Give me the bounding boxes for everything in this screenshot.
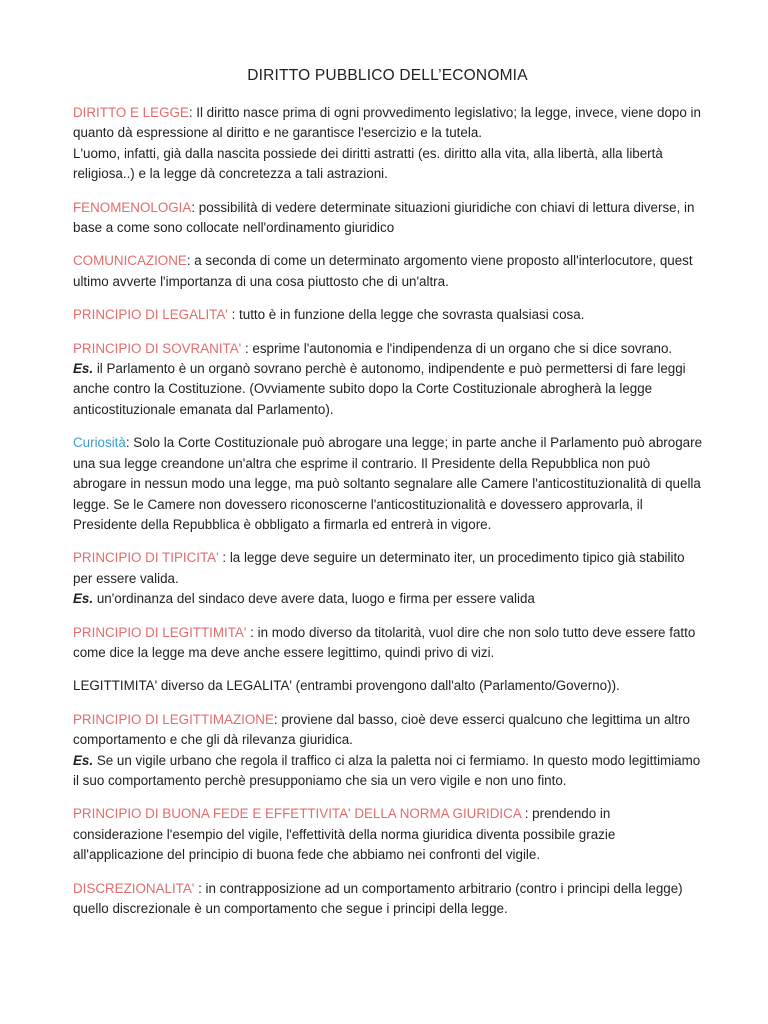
section-principio-legalita	[73, 305, 702, 325]
section-text: : tutto è in funzione della legge che sovrasta qualsiasi cosa.	[227, 307, 585, 323]
section-text: LEGITTIMITA' diverso da LEGALITA' (entrambi provengono dall'alto (Parlamento/Governo)).	[73, 678, 620, 694]
example-label: Es.	[73, 752, 94, 768]
section-example	[73, 751, 702, 792]
section-heading: PRINCIPIO DI LEGITTIMAZIONE	[73, 711, 274, 727]
section-paragraph	[73, 804, 702, 865]
section-text: : prendendo in considerazione l'esempio del vigile, l'effettività della norma giuridica diventa possibile grazie all'applicazione del principio di buona fede che abbiamo nei confronti del vigile.	[73, 806, 616, 863]
section-text: : Solo la Corte Costituzionale può abrogare una legge; in parte anche il Parlamento può abrogare una sua legge creandone un'altra che esprime il contrario. Il Presidente della Repubblica non può abrogare in nessun modo una legge, ma può soltanto segnalare alle Camere l'anticostituzionalità di quella legge. Se le Camere non dovessero riconoscerne l'anticostituzionalità e dovessero approvarla, il Presidente della Repubblica è obbligato a firmarla ed entrerà in vigore.	[73, 435, 703, 532]
section-text: : in modo diverso da titolarità, vuol dire che non solo tutto deve essere fatto come dice la legge ma deve anche essere legittimo, quindi privo di vizi.	[73, 624, 696, 660]
section-fenomenologia	[73, 198, 702, 239]
section-principio-legittimita	[73, 623, 702, 664]
section-paragraph	[73, 548, 702, 589]
section-paragraph	[73, 676, 702, 696]
section-paragraph	[73, 433, 702, 535]
section-extra-text: L'uomo, infatti, già dalla nascita possiede dei diritti astratti (es. diritto alla vita, alla libertà, alla libertà religiosa..) e la legge dà concretezza a tali astrazioni.	[73, 145, 663, 182]
section-heading: COMUNICAZIONE	[73, 253, 187, 269]
section-heading: PRINCIPIO DI LEGITTIMITA'	[73, 624, 247, 640]
section-paragraph	[73, 103, 702, 144]
section-paragraph	[73, 305, 702, 325]
section-heading: PRINCIPIO DI SOVRANITA'	[73, 340, 242, 356]
section-text: : proviene dal basso, cioè deve esserci qualcuno che legittima un altro comportamento e che gli dà rilevanza giuridica.	[73, 711, 690, 748]
section-text: : esprime l'autonomia e l'indipendenza di un organo che si dice sovrano.	[241, 340, 673, 356]
section-curiosita	[73, 433, 702, 535]
section-paragraph	[73, 879, 702, 920]
section-heading: DISCREZIONALITA'	[73, 880, 195, 896]
section-text: : Il diritto nasce prima di ogni provvedimento legislativo; la legge, invece, viene dopo in quanto dà espressione al diritto e ne garantisce l'esercizio e la tutela.	[73, 105, 701, 141]
section-legittimita-vs-legalita	[73, 676, 702, 696]
section-heading: PRINCIPIO DI BUONA FEDE E EFFETTIVITA' DELLA NORMA GIURIDICA	[73, 806, 521, 822]
section-example	[73, 359, 702, 420]
section-principio-tipicita	[73, 548, 702, 609]
section-discrezionalita	[73, 879, 702, 920]
example-label: Es.	[73, 591, 94, 607]
section-heading: FENOMENOLOGIA	[73, 199, 192, 215]
section-paragraph	[73, 623, 702, 664]
section-buona-fede-effettivita	[73, 804, 702, 865]
section-heading: Curiosità	[73, 435, 126, 451]
section-heading: DIRITTO E LEGGE	[73, 105, 189, 120]
section-text: : possibilità di vedere determinate situazioni giuridiche con chiavi di lettura diverse, in base a come sono collocate nell'ordinamento giuridico	[73, 199, 695, 236]
section-example	[73, 589, 702, 609]
section-paragraph	[73, 339, 702, 359]
section-principio-legittimazione	[73, 710, 702, 792]
section-diritto-e-legge	[73, 103, 702, 185]
section-heading: PRINCIPIO DI TIPICITA'	[73, 550, 219, 566]
section-paragraph	[73, 198, 702, 239]
example-text: il Parlamento è un organò sovrano perchè è autonomo, indipendente e può permettersi di fare leggi anche contro la Costituzione. (Ovviamente subito dopo la Corte Costituzionale abrogherà la legge anticostituzionale emanata dal Parlamento).	[73, 361, 686, 417]
example-text: un'ordinanza del sindaco deve avere data, luogo e firma per essere valida	[93, 591, 535, 607]
section-paragraph	[73, 251, 702, 292]
section-heading: PRINCIPIO DI LEGALITA'	[73, 307, 228, 323]
section-text: : a seconda di come un determinato argomento viene proposto all'interlocutore, quest ultimo avverte l'importanza di una cosa piuttosto che di un'altra.	[73, 253, 693, 289]
section-principio-sovranita	[73, 339, 702, 421]
example-text: Se un vigile urbano che regola il traffico ci alza la paletta noi ci fermiamo. In questo modo legittimiamo il suo comportamento perchè presupponiamo che sia un vero vigile e non uno finto.	[73, 752, 701, 788]
section-paragraph	[73, 710, 702, 751]
section-text: : la legge deve seguire un determinato iter, un procedimento tipico già stabilito per essere valida.	[73, 550, 685, 586]
example-label: Es.	[73, 361, 94, 377]
document-title: DIRITTO PUBBLICO DELL’ECONOMIA	[247, 67, 528, 84]
section-text: : in contrapposizione ad un comportamento arbitrario (contro i principi della legge) quello discrezionale è un comportamento che segue i principi della legge.	[73, 880, 683, 916]
section-comunicazione	[73, 251, 702, 292]
